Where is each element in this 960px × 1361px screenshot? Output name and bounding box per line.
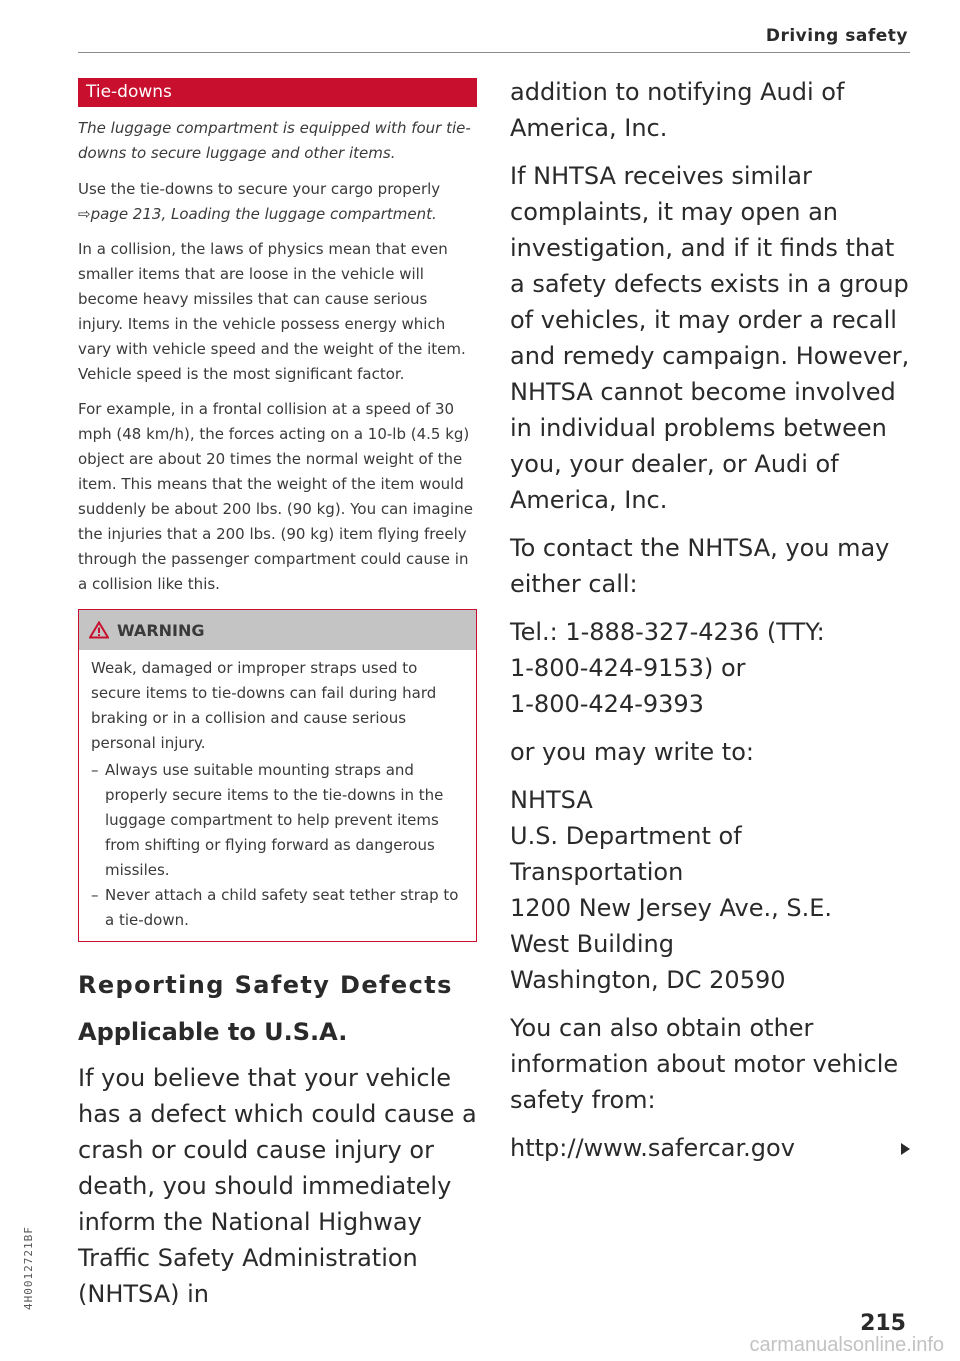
paragraph-text: Use the tie-downs to secure your cargo properly (78, 180, 441, 198)
mailing-address (510, 782, 910, 998)
reporting-paragraph-1-end: addition to notifying Audi of America, Inc. (510, 78, 845, 142)
address-line: Washington, DC 20590 (510, 966, 786, 994)
warning-header (79, 610, 476, 650)
address-line: West Building (510, 930, 674, 958)
phone-line: 1-800-424-9393 (510, 690, 704, 718)
reporting-heading-line-2: Applicable to U.S.A. (78, 1018, 348, 1046)
running-head: Driving safety (765, 26, 908, 46)
continue-arrow-icon (901, 1143, 910, 1155)
cross-reference-arrow-icon: ⇨ (78, 205, 91, 223)
page-number: 215 (860, 1311, 906, 1336)
reporting-paragraph-4: or you may write to: (510, 738, 754, 766)
bullet-text: Always use suitable mounting straps and properly secure items to the tie-downs in the luggage compartment to help prevent items from shifting or flying forward as dangerous missiles. (105, 761, 444, 879)
phone-line: Tel.: 1-888-327-4236 (TTY: (510, 618, 825, 646)
reporting-paragraph-3: To contact the NHTSA, you may either call: (510, 534, 890, 598)
phone-numbers (510, 614, 910, 722)
reporting-paragraph-2: If NHTSA receives similar complaints, it may open an investigation, and if it finds that a safety defects exists in a group of vehicles, it may order a recall and remedy campaign. However, NHTSA cannot become involved in individual problems between you, your dealer, or Audi of America, Inc. (510, 162, 910, 514)
phone-line: 1-800-424-9153) or (510, 654, 746, 682)
address-line: 1200 New Jersey Ave., S.E. (510, 894, 833, 922)
tie-downs-paragraph-2: In a collision, the laws of physics mean that even smaller items that are loose in the vehicle will become heavy missiles that can cause serious injury. Items in the vehicle possess energy which vary with vehicle speed and the weight of the item. Vehicle speed is the most significant factor. (78, 240, 466, 383)
warning-title: WARNING (117, 620, 205, 640)
tie-downs-paragraph-3: For example, in a frontal collision at a speed of 30 mph (48 km/h), the forces acting on a 10-lb (4.5 kg) object are about 20 times the normal weight of the item. This means that the weight of the item would suddenly be about 200 lbs. (90 kg). You can imagine the injuries that a 200 lbs. (90 kg) item flying freely through the passenger compartment could cause in a collision like this. (78, 400, 473, 593)
address-line: NHTSA (510, 786, 593, 814)
bullet-marker: – (91, 761, 99, 779)
warning-triangle-icon (89, 621, 109, 639)
tie-downs-intro: The luggage compartment is equipped with four tie-downs to secure luggage and other items. (78, 119, 471, 162)
warning-body (79, 650, 476, 941)
warning-bullet (91, 758, 464, 883)
reporting-heading (78, 962, 477, 1056)
side-document-code: 4H0012721BF (22, 1226, 35, 1310)
reporting-paragraph-1-start: If you believe that your vehicle has a defect which could cause a crash or could cause injury or death, you should immediately inform the National Highway Traffic Safety Administration (NHTSA) in (78, 1064, 477, 1308)
warning-text: Weak, damaged or improper straps used to secure items to tie-downs can fail during hard braking or in a collision and cause serious personal injury. (91, 659, 437, 752)
tie-downs-heading: Tie-downs (78, 78, 477, 107)
warning-box (78, 609, 477, 942)
bullet-text: Never attach a child safety seat tether strap to a tie-down. (105, 886, 459, 929)
watermark: carmanualsonline.info (749, 1334, 944, 1356)
bullet-marker: – (91, 886, 99, 904)
reporting-heading-line-1: Reporting Safety Defects (78, 971, 453, 999)
right-column (510, 74, 910, 1178)
tie-downs-paragraph-1 (78, 177, 477, 227)
cross-reference-link[interactable]: page 213, Loading the luggage compartment. (90, 205, 437, 223)
warning-bullet (91, 883, 464, 933)
header-rule (78, 52, 910, 53)
safercar-url[interactable]: http://www.safercar.gov (510, 1134, 795, 1162)
address-line: U.S. Department of Transportation (510, 822, 742, 886)
reporting-paragraph-5: You can also obtain other information about motor vehicle safety from: (510, 1014, 899, 1114)
left-column (78, 78, 477, 1324)
